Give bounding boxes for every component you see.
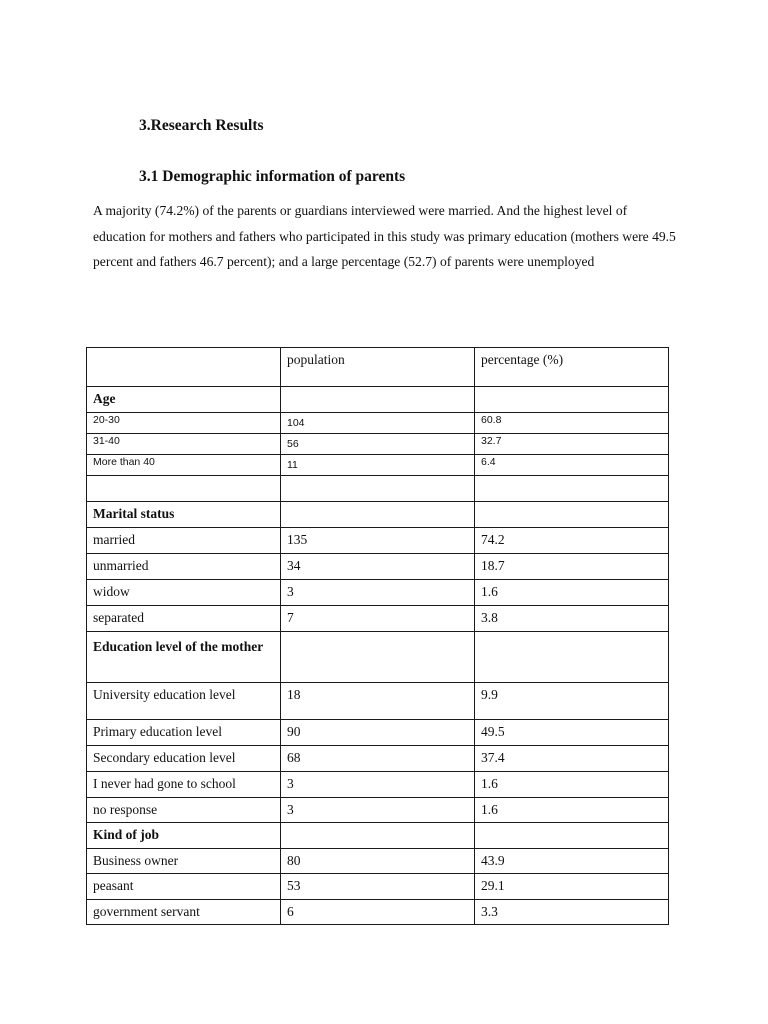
row-percentage: 1.6 bbox=[475, 772, 669, 798]
row-label: 31-40 bbox=[87, 434, 281, 455]
section-heading-age: Age bbox=[87, 387, 281, 413]
table-row bbox=[87, 683, 669, 720]
row-label: University education level bbox=[87, 683, 281, 720]
section-heading-education: Education level of the mother bbox=[87, 632, 281, 683]
empty-cell bbox=[475, 823, 669, 849]
row-percentage: 32.7 bbox=[475, 434, 669, 455]
header-cell-empty bbox=[87, 348, 281, 387]
table-row bbox=[87, 455, 669, 476]
row-percentage: 18.7 bbox=[475, 554, 669, 580]
table-row bbox=[87, 606, 669, 632]
empty-cell bbox=[475, 502, 669, 528]
row-percentage: 49.5 bbox=[475, 720, 669, 746]
row-population: 3 bbox=[281, 580, 475, 606]
row-population: 3 bbox=[281, 798, 475, 823]
row-label: separated bbox=[87, 606, 281, 632]
row-population: 34 bbox=[281, 554, 475, 580]
section-heading-job: Kind of job bbox=[87, 823, 281, 849]
empty-cell bbox=[281, 632, 475, 683]
empty-cell bbox=[475, 476, 669, 502]
row-label: unmarried bbox=[87, 554, 281, 580]
row-label: Primary education level bbox=[87, 720, 281, 746]
section-row-marital bbox=[87, 502, 669, 528]
table-row bbox=[87, 720, 669, 746]
row-label: 20-30 bbox=[87, 413, 281, 434]
table-row bbox=[87, 772, 669, 798]
row-population: 3 bbox=[281, 772, 475, 798]
table-header-row bbox=[87, 348, 669, 387]
subsection-title: 3.1 Demographic information of parents bbox=[139, 168, 406, 185]
row-percentage: 29.1 bbox=[475, 874, 669, 900]
row-label: Secondary education level bbox=[87, 746, 281, 772]
section-row-job bbox=[87, 823, 669, 849]
row-percentage: 3.8 bbox=[475, 606, 669, 632]
row-label: More than 40 bbox=[87, 455, 281, 476]
row-percentage: 1.6 bbox=[475, 580, 669, 606]
section-row-age bbox=[87, 387, 669, 413]
empty-cell bbox=[87, 476, 281, 502]
row-population: 104 bbox=[281, 413, 475, 434]
table-row bbox=[87, 849, 669, 874]
table-row bbox=[87, 900, 669, 925]
row-label: married bbox=[87, 528, 281, 554]
row-percentage: 37.4 bbox=[475, 746, 669, 772]
spacer-row bbox=[87, 476, 669, 502]
demographics-table bbox=[86, 347, 669, 925]
row-label: no response bbox=[87, 798, 281, 823]
table-row bbox=[87, 554, 669, 580]
row-population: 90 bbox=[281, 720, 475, 746]
empty-cell bbox=[281, 476, 475, 502]
table-row bbox=[87, 874, 669, 900]
empty-cell bbox=[281, 823, 475, 849]
section-title: 3.Research Results bbox=[139, 117, 264, 134]
row-label: peasant bbox=[87, 874, 281, 900]
row-population: 7 bbox=[281, 606, 475, 632]
section-heading-marital: Marital status bbox=[87, 502, 281, 528]
table-row bbox=[87, 528, 669, 554]
row-population: 68 bbox=[281, 746, 475, 772]
empty-cell bbox=[281, 502, 475, 528]
empty-cell bbox=[281, 387, 475, 413]
row-label: government servant bbox=[87, 900, 281, 925]
header-cell-population: population bbox=[281, 348, 475, 387]
row-population: 6 bbox=[281, 900, 475, 925]
table-row bbox=[87, 413, 669, 434]
row-percentage: 9.9 bbox=[475, 683, 669, 720]
row-label: Business owner bbox=[87, 849, 281, 874]
summary-paragraph: A majority (74.2%) of the parents or guardians interviewed were married. And the highest level of education for mothers and fathers who participated in this study was primary education (mothers were 49.5 percent and fathers 46.7 percent); and a large percentage (52.7) of parents were unemployed bbox=[93, 203, 676, 269]
row-percentage: 6.4 bbox=[475, 455, 669, 476]
row-percentage: 74.2 bbox=[475, 528, 669, 554]
row-population: 11 bbox=[281, 455, 475, 476]
empty-cell bbox=[475, 387, 669, 413]
row-label: I never had gone to school bbox=[87, 772, 281, 798]
table-row bbox=[87, 746, 669, 772]
row-population: 18 bbox=[281, 683, 475, 720]
row-label: widow bbox=[87, 580, 281, 606]
row-percentage: 1.6 bbox=[475, 798, 669, 823]
row-population: 56 bbox=[281, 434, 475, 455]
empty-cell bbox=[475, 632, 669, 683]
row-population: 53 bbox=[281, 874, 475, 900]
row-population: 80 bbox=[281, 849, 475, 874]
row-percentage: 60.8 bbox=[475, 413, 669, 434]
header-cell-percentage: percentage (%) bbox=[475, 348, 669, 387]
table-row bbox=[87, 798, 669, 823]
row-percentage: 3.3 bbox=[475, 900, 669, 925]
table-row bbox=[87, 580, 669, 606]
section-row-education bbox=[87, 632, 669, 683]
row-percentage: 43.9 bbox=[475, 849, 669, 874]
table-row bbox=[87, 434, 669, 455]
row-population: 135 bbox=[281, 528, 475, 554]
